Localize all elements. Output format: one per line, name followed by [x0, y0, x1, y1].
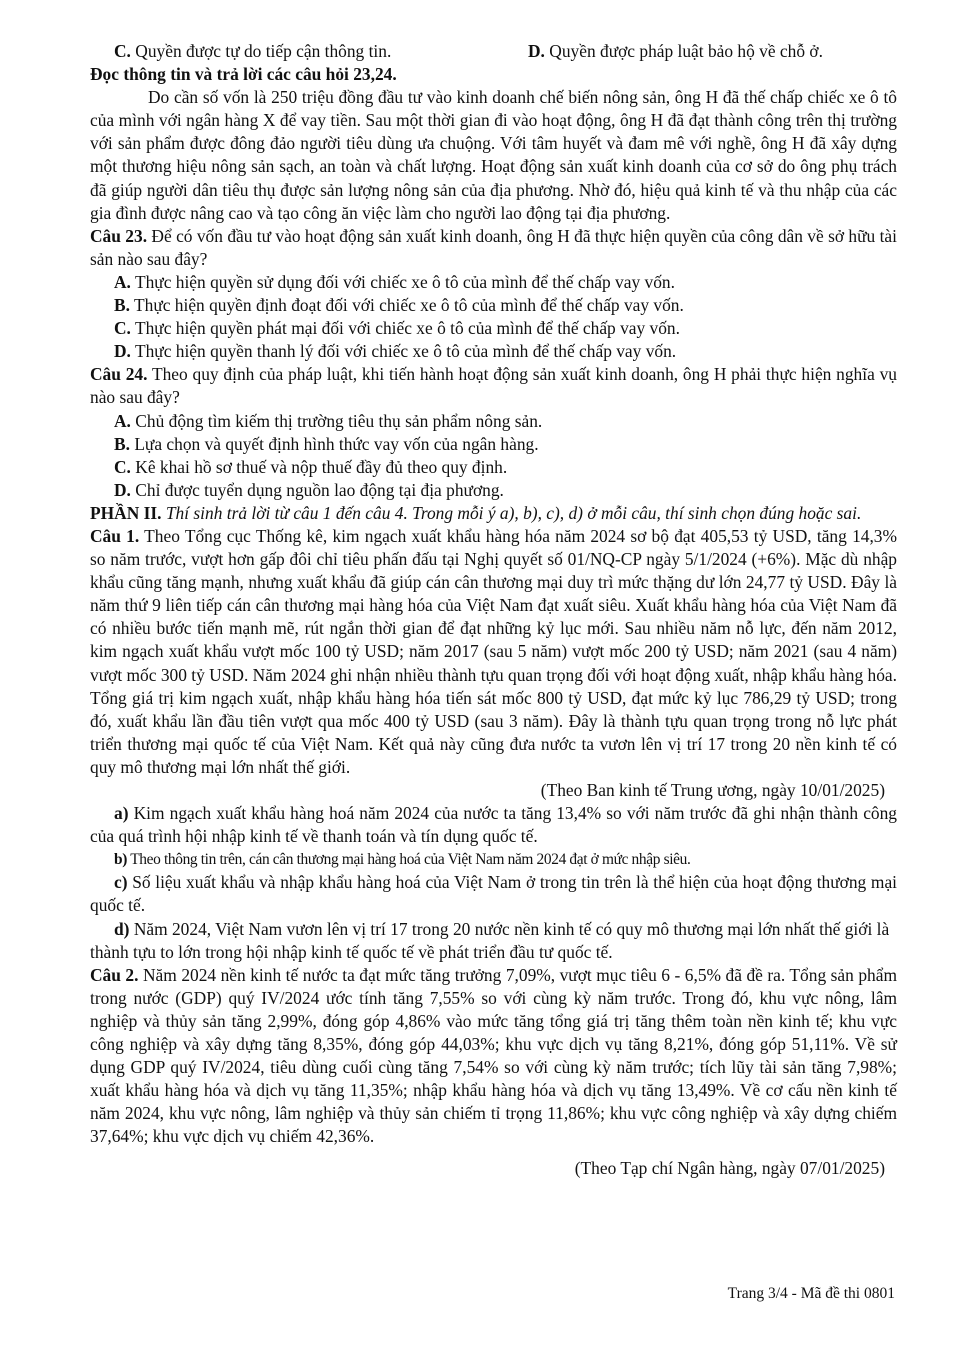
question-label: Câu 24.: [90, 364, 148, 385]
page-footer: Trang 3/4 - Mã đề thi 0801: [727, 1285, 895, 1302]
question-label: Câu 2.: [90, 964, 139, 985]
option-label: D.: [114, 479, 131, 500]
question-text: Theo Tổng cục Thống kê, kim ngạch xuất khẩu hàng hóa năm 2024 sơ bộ đạt 405,53 tỷ USD, tăng 14,3% so năm trước, vượt hơn gấp đôi chỉ tiêu phấn đấu tại Nghị quyết số 01/NQ-CP ngày 5/1/2024 (+6%). Mặc dù nhập khẩu cũng tăng mạnh, nhưng xuất khẩu đã giúp cán cân thương mại duy trì mức thặng dư lớn 24,77 tỷ USD. Đây là năm thứ 9 liên tiếp cán cân thương mại hàng hóa của Việt Nam đạt xuất siêu. Xuất khẩu hàng hóa của Việt Nam đã có nhiều bước tiến mạnh mẽ, rút ngắn thời gian để đạt những kỷ lục mới. Sau nhiều năm nỗ lực, đến năm 2012, kim ngạch xuất khẩu vượt mốc 100 tỷ USD; năm 2017 (sau 5 năm) vượt mốc 200 tỷ USD; năm 2021 (sau 4 năm) vượt mốc 300 tỷ USD. Năm 2024 ghi nhận nhiều thành tựu quan trọng đối với hoạt động xuất, nhập khẩu hàng hóa. Tổng giá trị kim ngạch xuất, nhập khẩu hàng hóa tiến sát mốc 800 tỷ USD, đạt mức kỷ lục 786,29 tỷ USD; trong đó, xuất khẩu lần đầu tiên vượt qua mốc 400 tỷ USD (sau 3 năm). Đây là thành tựu quan trọng trong nỗ lực phát triển thương mại quốc tế của Việt Nam. Kết quả này cũng đưa nước ta vươn lên vị trí 17 trong 20 nền kinh tế có quy mô thương mại lớn nhất thế giới.: [90, 525, 897, 777]
option-label: D.: [528, 41, 545, 61]
q24-option-c: [90, 456, 897, 479]
q24-option-b: [90, 433, 897, 456]
source-citation: (Theo Tạp chí Ngân hàng, ngày 07/01/2025): [574, 1157, 885, 1178]
item-label: c): [114, 872, 128, 893]
question-label: Câu 23.: [90, 225, 148, 246]
item-text: Số liệu xuất khẩu và nhập khẩu hàng hoá của Việt Nam ở trong tin trên là thể hiện của hoạt động thương mại quốc tế.: [90, 872, 897, 916]
question-text: Theo quy định của pháp luật, khi tiến hành hoạt động sản xuất kinh doanh, ông H phải thực hiện nghĩa vụ nào sau đây?: [90, 364, 897, 408]
option-label: B.: [114, 433, 130, 454]
q24-option-a: [90, 410, 897, 433]
item-label: b): [114, 851, 127, 869]
option-text: Kê khai hồ sơ thuế và nộp thuế đầy đủ theo quy định.: [135, 456, 508, 477]
q1-item-d: [90, 918, 897, 964]
option-text: Quyền được tự do tiếp cận thông tin.: [135, 41, 392, 61]
part-instruction: Thí sinh trả lời từ câu 1 đến câu 4. Trong mỗi ý a), b), c), d) ở mỗi câu, thí sinh chọn đúng hoặc sai.: [165, 502, 862, 523]
q23-option-c: [90, 317, 897, 340]
option-text: Thực hiện quyền định đoạt đối với chiếc xe ô tô của mình để thế chấp vay vốn.: [134, 295, 684, 316]
q23-option-b: [90, 294, 897, 317]
option-label: D.: [114, 341, 131, 362]
option-text: Chỉ được tuyển dụng nguồn lao động tại địa phương.: [135, 479, 504, 500]
question-1: [90, 525, 897, 779]
item-label: d): [114, 918, 130, 939]
question-text: Năm 2024 nền kinh tế nước ta đạt mức tăng trưởng 7,09%, vượt mục tiêu 6 - 6,5% đã đề ra. Tổng sản phẩm trong nước (GDP) quý IV/2024 ước tính tăng 7,55% so với cùng kỳ năm trước. Trong đó, khu vực nông, lâm nghiệp và thủy sản tăng 2,99%, đóng góp 4,86% vào mức tăng tổng giá trị tăng thêm toàn nền kinh tế; khu vực công nghiệp và xây dựng tăng 8,35%, đóng góp 44,03%; khu vực dịch vụ tăng 8,21%, đóng góp 51,11%. Về sử dụng GDP quý IV/2024, tiêu dùng cuối cùng tăng 7,54% so với cùng kỳ năm trước; tích lũy tài sản tăng 7,98%; xuất khẩu hàng hóa và dịch vụ tăng 11,35%; nhập khẩu hàng hóa và dịch vụ tăng 13,49%. Về cơ cấu nền kinh tế năm 2024, khu vực nông, lâm nghiệp và thủy sản chiếm tỉ trọng 11,86%; khu vực công nghiệp và xây dựng chiếm 37,64%; khu vực dịch vụ chiếm 42,36%.: [90, 964, 897, 1147]
option-text: Quyền được pháp luật bảo hộ về chỗ ở.: [549, 41, 823, 61]
item-text: Theo thông tin trên, cán cân thương mại hàng hoá của Việt Nam năm 2024 đạt ở mức nhập siêu.: [130, 851, 691, 869]
option-text: Thực hiện quyền sử dụng đối với chiếc xe ô tô của mình để thế chấp vay vốn.: [134, 271, 675, 292]
option-label: C.: [114, 318, 131, 339]
option-c: [90, 40, 528, 63]
part2-heading: [90, 502, 897, 525]
option-label: C.: [114, 41, 131, 61]
option-text: Chủ động tìm kiếm thị trường tiêu thụ sản phẩm nông sản.: [135, 410, 543, 431]
option-text: Thực hiện quyền thanh lý đối với chiếc xe ô tô của mình để thế chấp vay vốn.: [134, 341, 677, 362]
part-label: PHẦN II.: [90, 502, 162, 523]
q23-option-a: [90, 271, 897, 294]
question-2: [90, 964, 897, 1149]
option-d: [528, 40, 897, 63]
item-text: Năm 2024, Việt Nam vươn lên vị trí 17 trong 20 nước nền kinh tế có quy mô thương mại lớn nhất thế giới là thành tựu to lớn trong hội nhập kinh tế quốc tế về phát triển đầu tư quốc tế.: [90, 918, 890, 962]
q1-item-b: [90, 848, 897, 871]
q1-item-c: [90, 871, 897, 917]
question-24: [90, 363, 897, 409]
question-label: Câu 1.: [90, 525, 140, 546]
option-label: A.: [114, 271, 131, 292]
source-citation: (Theo Ban kinh tế Trung ương, ngày 10/01/2025): [540, 780, 885, 800]
option-text: Thực hiện quyền phát mại đối với chiếc xe ô tô của mình để thế chấp vay vốn.: [134, 318, 680, 339]
reading-prompt: Đọc thông tin và trả lời các câu hỏi 23,24.: [90, 64, 397, 85]
option-label: A.: [114, 410, 131, 431]
prev-options-row: [90, 40, 897, 63]
q24-option-d: [90, 479, 897, 502]
question-text: Để có vốn đầu tư vào hoạt động sản xuất kinh doanh, ông H đã thực hiện quyền của công dân về sở hữu tài sản nào sau đây?: [90, 225, 897, 269]
option-text: Lựa chọn và quyết định hình thức vay vốn của ngân hàng.: [134, 433, 539, 454]
item-label: a): [114, 803, 129, 824]
question-23: [90, 225, 897, 271]
q1-item-a: [90, 802, 897, 848]
item-text: Kim ngạch xuất khẩu hàng hoá năm 2024 của nước ta tăng 13,4% so với năm trước đã ghi nhận thành công của quá trình hội nhập kinh tế về thanh toán và tín dụng quốc tế.: [90, 803, 897, 847]
option-label: C.: [114, 456, 131, 477]
passage-q23-24: Do cần số vốn là 250 triệu đồng đầu tư vào kinh doanh chế biến nông sản, ông H đã thế chấp chiếc xe ô tô của mình với ngân hàng X để vay tiền. Sau một thời gian đi vào hoạt động, ông H đã đạt thành công trên thị trường với sản phẩm được đông đảo người tiêu dùng ưa chuộng. Với tâm huyết và đam mê với nghề, ông H đã xây dựng một thương hiệu nông sản sạch, an toàn và chất lượng. Hoạt động sản xuất kinh doanh của cơ sở do ông phụ trách đã giúp người dân tiêu thụ được sản lượng nông sản của địa phương. Nhờ đó, hiệu quả kinh tế và thu nhập của các gia đình được nâng cao và tạo công ăn việc làm cho người lao động tại địa phương.: [90, 87, 897, 223]
option-label: B.: [114, 295, 130, 316]
q23-option-d: [90, 340, 897, 363]
